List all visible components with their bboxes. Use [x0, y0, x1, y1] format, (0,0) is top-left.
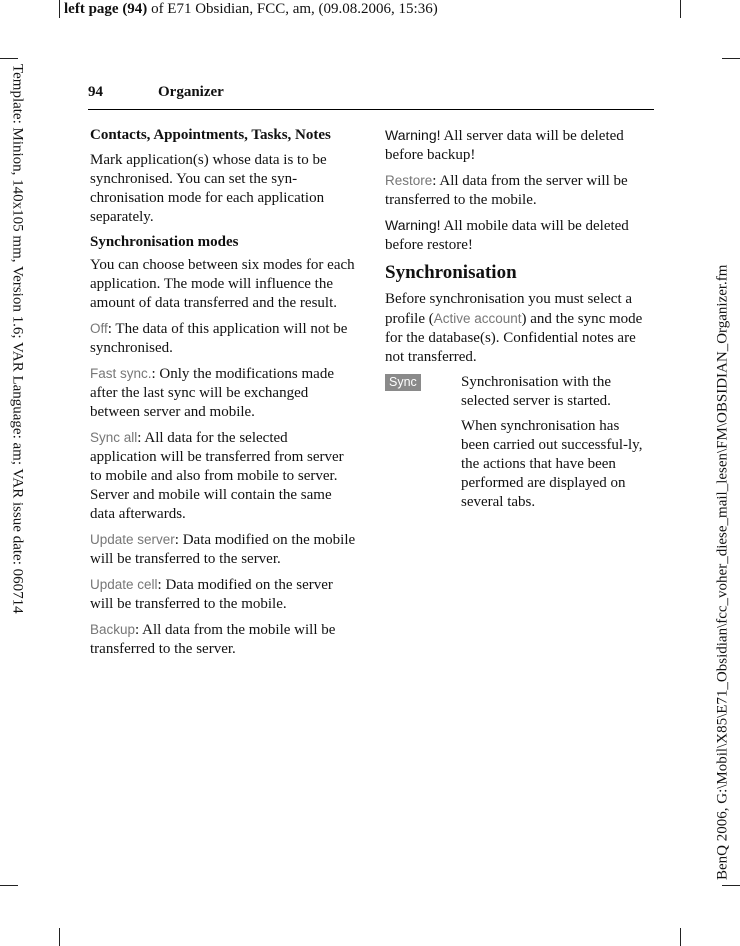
- mode-name: Fast sync.: [90, 366, 152, 381]
- header-rule: [88, 109, 654, 110]
- crop-mark: [722, 58, 740, 59]
- mode-desc: : All data from the mobile will be transferred to the server.: [90, 622, 336, 657]
- mode-item: [90, 575, 356, 614]
- sync-key: [385, 373, 461, 518]
- crop-mark: [680, 928, 681, 946]
- mode-name: Sync all: [90, 430, 138, 445]
- crop-mark: [59, 928, 60, 946]
- section-title: Organizer: [158, 84, 224, 100]
- mode-name: Update cell: [90, 577, 158, 592]
- restore-warning: [385, 216, 650, 255]
- sync-description: [461, 373, 650, 518]
- mode-desc: : Only the modifications made after the last sync will be exchanged between server and mobile.: [90, 366, 334, 420]
- template-info: Template: Minion, 140x105 mm, Version 1.6; VAR Language: am; VAR issue date: 060714: [9, 64, 26, 614]
- mode-item: [90, 428, 356, 524]
- warning-text: All mobile data will be deleted before restore!: [385, 218, 629, 253]
- mode-desc: : Data modified on the mobile will be transferred to the server.: [90, 532, 356, 567]
- crop-mark: [722, 885, 740, 886]
- crop-mark: [59, 0, 60, 18]
- mode-name: Update server: [90, 532, 175, 547]
- mode-item: [90, 364, 356, 422]
- applications-intro: Mark application(s) whose data is to be synchronised. You can set the syn-chronisation mode for each application separately.: [90, 152, 327, 225]
- template-sidebar: [4, 64, 30, 864]
- left-column: [90, 126, 356, 665]
- intro-text: Before synchronisation you must select a profile (: [385, 291, 633, 327]
- mode-desc: : Data modified on the server will be transferred to the mobile.: [90, 577, 333, 612]
- mode-desc: : The data of this application will not be synchronised.: [90, 321, 348, 356]
- mode-item: [90, 319, 356, 358]
- warning-label: Warning!: [385, 127, 441, 143]
- warning-text: All server data will be deleted before backup!: [385, 128, 624, 163]
- file-path-sidebar: [710, 160, 736, 880]
- warning-label: Warning!: [385, 217, 441, 233]
- mode-desc: : All data for the selected application will be transferred from server to mobile and also from mobile to server. Server and mobile will contain the same data afterwards.: [90, 430, 344, 522]
- mode-name: Restore: [385, 173, 433, 188]
- sync-desc-started: Synchronisation with the selected server is started.: [461, 374, 611, 409]
- crop-mark: [0, 58, 18, 59]
- intro-text: ) and the sync mode for the database(s). Confidential notes are not transferred.: [385, 311, 643, 365]
- restore-mode: [385, 171, 650, 210]
- modes-intro: You can choose between six modes for each application. The mode will influence the amount of data transferred and the result.: [90, 257, 355, 311]
- sync-softkey: Sync: [385, 374, 421, 391]
- file-path: BenQ 2006, G:\Mobil\X85\E71_Obsidian\fcc_voher_diese_mail_lesen\FM\OBSIDIAN_Organizer.fm: [714, 264, 731, 880]
- synchronisation-intro: [385, 290, 650, 367]
- page-number: 94: [88, 84, 103, 100]
- sync-desc-completed: When synchronisation has been carried out successful-ly, the actions that have been performed are displayed on several tabs.: [461, 418, 643, 510]
- mode-name: Off: [90, 321, 108, 336]
- backup-warning: [385, 126, 650, 165]
- sync-row: [385, 373, 650, 518]
- applications-heading: Contacts, Appointments, Tasks, Notes: [90, 127, 331, 143]
- mode-item: [90, 620, 356, 659]
- crop-mark: [680, 0, 681, 18]
- mode-desc: : All data from the server will be transferred to the mobile.: [385, 173, 628, 208]
- crop-mark: [0, 885, 18, 886]
- print-header-info: of E71 Obsidian, FCC, am, (09.08.2006, 15:36): [147, 1, 438, 17]
- active-account-label: Active account: [433, 311, 522, 326]
- right-column: [385, 126, 650, 518]
- mode-name: Backup: [90, 622, 136, 637]
- modes-heading: Synchronisation modes: [90, 234, 239, 250]
- print-header: [64, 0, 438, 18]
- mode-item: [90, 530, 356, 569]
- synchronisation-heading: Synchronisation: [385, 262, 517, 283]
- print-header-page: left page (94): [64, 1, 148, 17]
